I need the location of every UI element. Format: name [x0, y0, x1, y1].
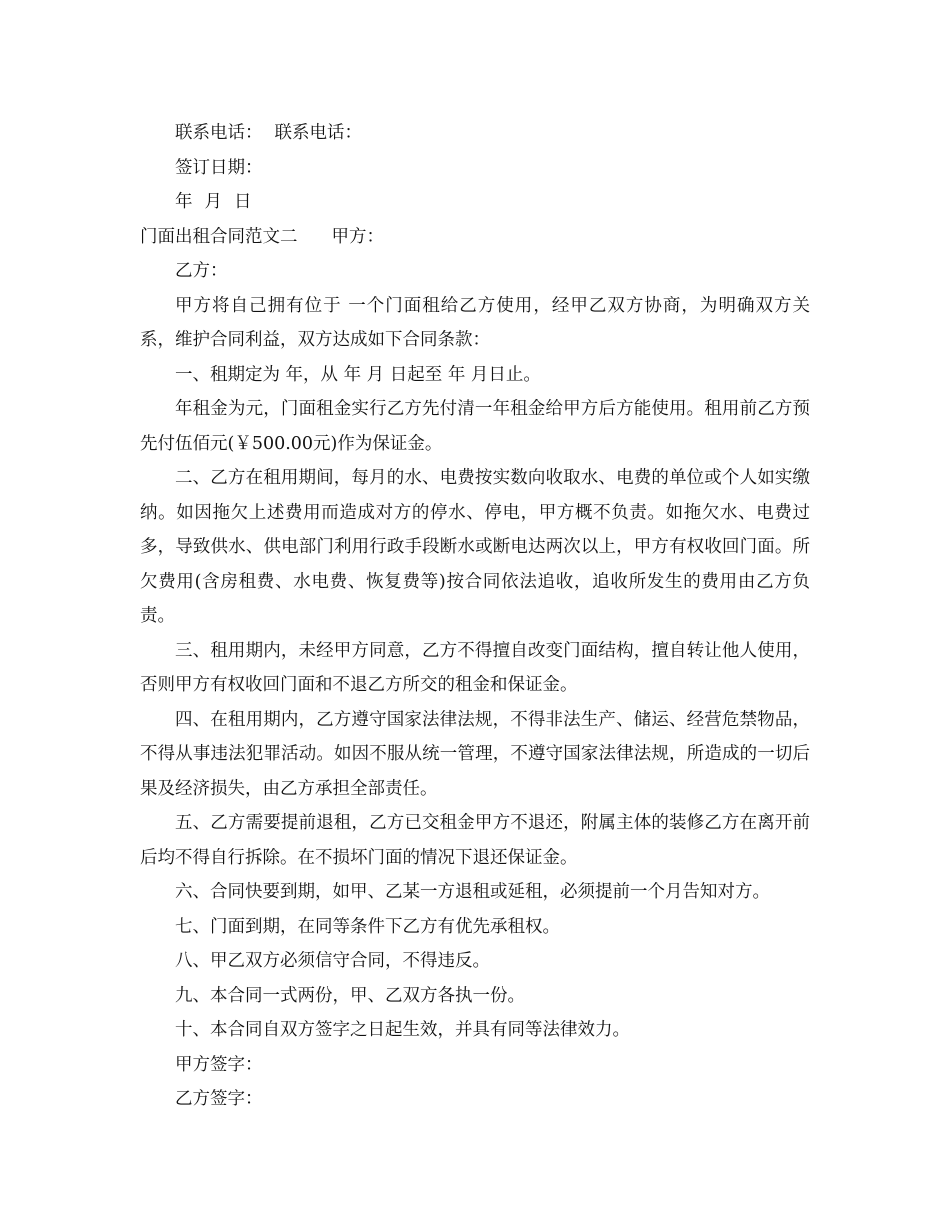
party-b-label: 乙方：	[175, 261, 228, 281]
clause-8: 八、甲乙双方必须信守合同，不得违反。	[175, 951, 490, 971]
clause-9: 九、本合同一式两份，甲、乙双方各执一份。	[175, 985, 525, 1006]
date-month: 月	[204, 192, 222, 212]
document-body	[140, 116, 810, 1117]
contact-phone-b: 联系电话：	[274, 123, 362, 143]
date-line	[140, 185, 810, 220]
contact-phone-a: 联系电话：	[175, 123, 263, 143]
party-b-signature-label: 乙方签字：	[175, 1089, 263, 1109]
clause-10: 十、本合同自双方签字之日起生效，并具有同等法律效力。	[175, 1020, 630, 1040]
date-day: 日	[234, 192, 252, 212]
clause-4: 四、在租用期内，乙方遵守国家法律法规，不得非法生产、储运、经营危禁物品，不得从事违法犯罪活动。如因不服从统一管理，不遵守国家法律法规，所造成的一切后果及经济损失，由乙方承担全部责任。	[140, 709, 810, 799]
sign-date-label: 签订日期：	[175, 157, 263, 178]
clause-2: 二、乙方在租用期间，每月的水、电费按实数向收取水、电费的单位或个人如实缴纳。如因拖欠上述费用而造成对方的停水、停电，甲方概不负责。如拖欠水、电费过多，导致供水、供电部门利用行政手段断水或断电达两次以上，甲方有权收回门面。所欠费用(含房租费、水电费、恢复费等)按合同依法追收，追收所发生的费用由乙方负责。	[140, 468, 810, 626]
date-year: 年	[175, 192, 193, 212]
clause-5: 五、乙方需要提前退租，乙方已交租金甲方不退还，附属主体的装修乙方在离开前后均不得自行拆除。在不损坏门面的情况下退还保证金。	[140, 813, 810, 868]
contract-title-line	[140, 220, 810, 255]
clause-rent: 年租金为元，门面租金实行乙方先付清一年租金给甲方后方能使用。租用前乙方预先付伍佰元(￥500.00元)作为保证金。	[140, 399, 810, 454]
contract-title: 门面出租合同范文二	[140, 226, 298, 247]
party-a-signature-label: 甲方签字：	[175, 1054, 263, 1075]
party-a-label: 甲方：	[331, 226, 384, 247]
contact-phone-line	[140, 116, 810, 151]
clause-3: 三、租用期内，未经甲方同意，乙方不得擅自改变门面结构，擅自转让他人使用，否则甲方有权收回门面和不退乙方所交的租金和保证金。	[140, 640, 810, 695]
clause-7: 七、门面到期，在同等条件下乙方有优先承租权。	[175, 916, 560, 937]
preamble-paragraph: 甲方将自己拥有位于 一个门面租给乙方使用，经甲乙双方协商，为明确双方关系，维护合同利益，双方达成如下合同条款：	[140, 295, 810, 350]
clause-1: 一、租期定为 年，从 年 月 日起至 年 月日止。	[175, 364, 541, 385]
clause-6: 六、合同快要到期，如甲、乙某一方退租或延租，必须提前一个月告知对方。	[175, 882, 770, 902]
